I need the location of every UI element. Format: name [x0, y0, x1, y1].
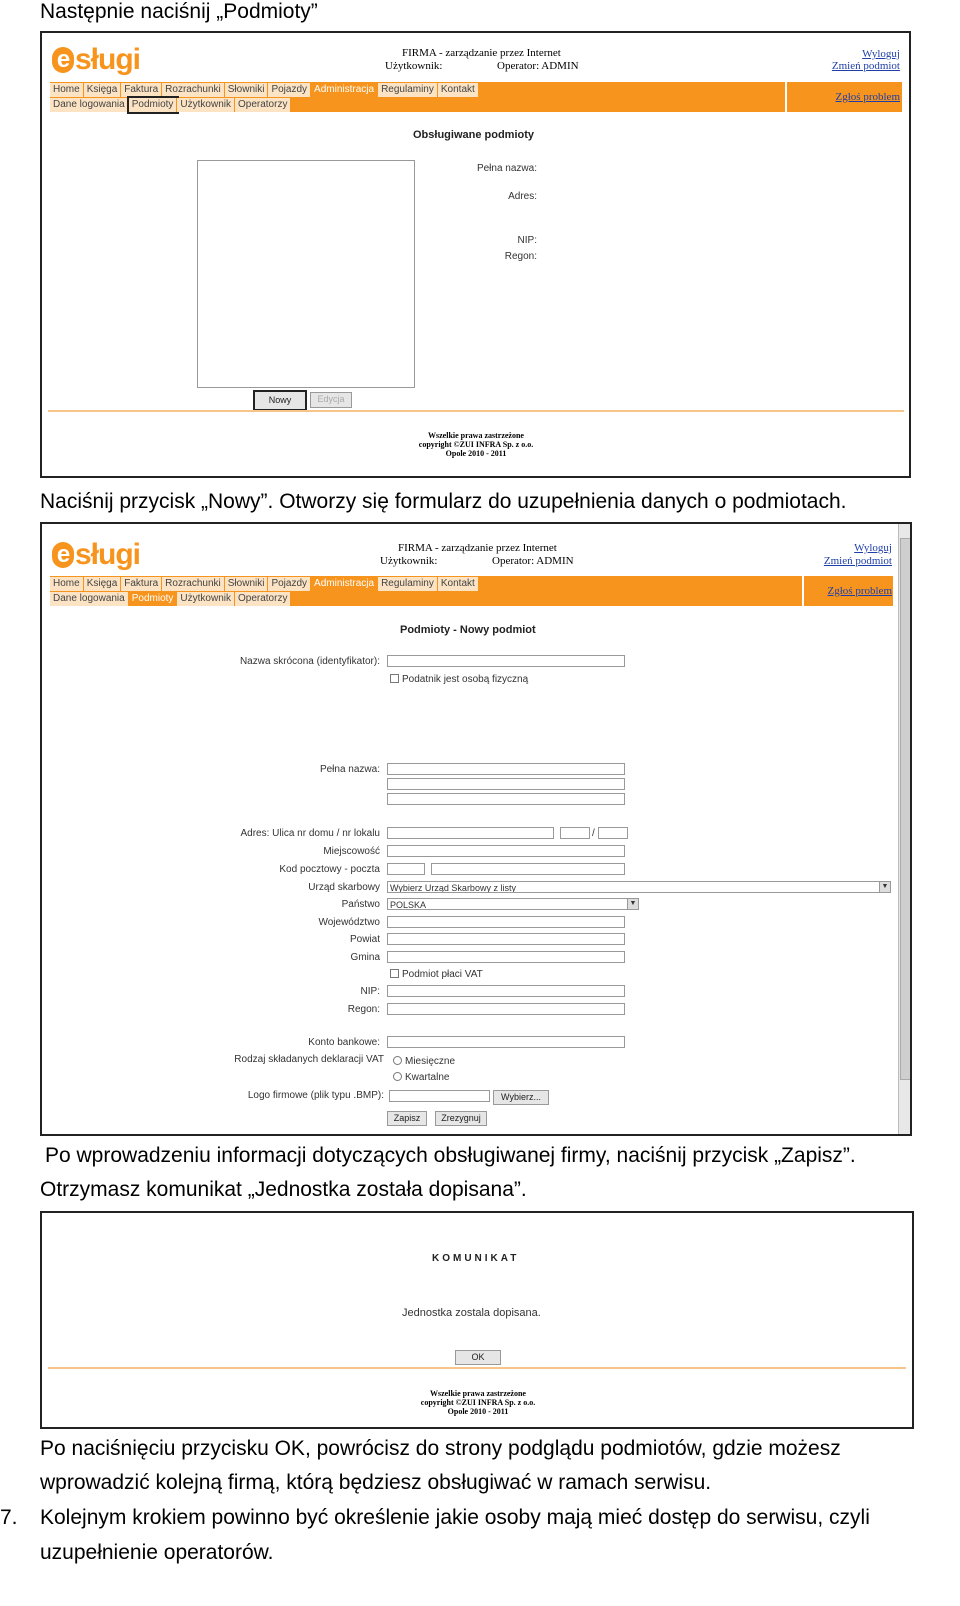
instruction-text: uzupełnienie operatorów. — [40, 1541, 274, 1564]
vertical-scrollbar[interactable] — [898, 524, 911, 1134]
country-select[interactable]: POLSKA ▼ — [387, 898, 639, 910]
menu-faktura[interactable]: Faktura — [121, 577, 162, 591]
instruction-text: Po naciśnięciu przycisku OK, powrócisz do strony podglądu podmiotów, gdzie możesz — [40, 1437, 841, 1460]
nip-label: NIP: — [517, 235, 537, 246]
operator-label: Operator: ADMIN — [497, 60, 579, 72]
logo-file-input[interactable] — [389, 1090, 490, 1102]
commune-input[interactable] — [387, 951, 625, 963]
sub-menu — [50, 98, 291, 112]
header-title: FIRMA - zarządzanie przez Internet — [402, 47, 561, 59]
instruction-text: Otrzymasz komunikat „Jednostka została dopisana”. — [40, 1178, 527, 1201]
post-office-input[interactable] — [431, 863, 625, 875]
tax-office-select[interactable]: Wybierz Urząd Skarbowy z listy ▼ — [387, 881, 891, 893]
instruction-text: wprowadzić kolejną firmą, którą będziesz obsługiwać w ramach serwisu. — [40, 1471, 712, 1494]
vat-payer-checkbox[interactable]: Podmiot płaci VAT — [390, 969, 483, 980]
menu-rozrachunki[interactable]: Rozrachunki — [162, 577, 225, 591]
monthly-radio[interactable]: Miesięczne — [393, 1056, 455, 1067]
menu-kontakt[interactable]: Kontakt — [438, 577, 479, 591]
full-name-label: Pełna nazwa: — [476, 163, 537, 174]
menu-regulaminy[interactable]: Regulaminy — [378, 577, 438, 591]
submenu-operatorzy[interactable]: Operatorzy — [235, 98, 291, 112]
edit-button[interactable]: Edycja — [310, 392, 352, 408]
regon-label: Regon: — [347, 1004, 380, 1015]
submenu-dane-logowania[interactable]: Dane logowania — [50, 592, 129, 606]
commune-label: Gmina — [350, 952, 380, 963]
vat-declaration-label: Rodzaj składanych deklaracji VAT — [234, 1054, 384, 1065]
submenu-dane-logowania[interactable]: Dane logowania — [50, 98, 129, 112]
user-label: Użytkownik: — [380, 555, 438, 567]
footer: Wszelkie prawa zastrzeżone copyright ©ZUI INFRA Sp. z o.o. Opole 2010 - 2011 — [418, 431, 534, 458]
nip-label: NIP: — [360, 986, 380, 997]
instruction-text: Naciśnij przycisk „Nowy”. Otworzy się formularz do uzupełnienia danych o podmiotach. — [40, 490, 847, 513]
sub-menu — [50, 592, 291, 606]
country-label: Państwo — [341, 899, 380, 910]
menu-home[interactable]: Home — [50, 577, 84, 591]
menu-pojazdy[interactable]: Pojazdy — [268, 83, 311, 97]
full-name-label: Pełna nazwa: — [319, 764, 380, 775]
logout-link[interactable]: Wyloguj — [854, 542, 892, 554]
menu-regulaminy[interactable]: Regulaminy — [378, 83, 438, 97]
natural-person-checkbox[interactable]: Podatnik jest osobą fizyczną — [390, 674, 528, 685]
menu-slowniki[interactable]: Słowniki — [225, 577, 269, 591]
postal-code-input[interactable] — [387, 863, 425, 875]
city-input[interactable] — [387, 845, 625, 857]
bank-account-label: Konto bankowe: — [308, 1037, 380, 1048]
divider — [48, 1367, 906, 1369]
full-name-input-3[interactable] — [387, 793, 625, 805]
entities-listbox[interactable] — [197, 160, 415, 388]
menu-ksiega[interactable]: Księga — [84, 577, 122, 591]
footer: Wszelkie prawa zastrzeżone copyright ©ZUI INFRA Sp. z o.o. Opole 2010 - 2011 — [420, 1389, 536, 1416]
menu-ksiega[interactable]: Księga — [84, 83, 122, 97]
instruction-text: Następnie naciśnij „Podmioty” — [40, 0, 318, 23]
address-label: Adres: — [508, 191, 537, 202]
message-title: KOMUNIKAT — [432, 1253, 520, 1264]
short-name-label: Nazwa skrócona (identyfikator): — [239, 656, 380, 667]
apartment-number-input[interactable] — [598, 827, 628, 839]
change-entity-link[interactable]: Zmień podmiot — [823, 555, 892, 567]
list-number: 7. — [0, 1506, 18, 1529]
logout-link[interactable]: Wyloguj — [862, 48, 900, 60]
tax-office-label: Urząd skarbowy — [308, 882, 380, 893]
street-label: Adres: Ulica nr domu / nr lokalu — [240, 828, 380, 839]
logo-file-label: Logo firmowe (plik typu .BMP): — [247, 1090, 384, 1101]
menu-faktura[interactable]: Faktura — [121, 83, 162, 97]
main-menu — [50, 577, 479, 591]
city-label: Miejscowość — [323, 846, 380, 857]
menu-rozrachunki[interactable]: Rozrachunki — [162, 83, 225, 97]
submenu-uzytkownik[interactable]: Użytkownik — [177, 592, 235, 606]
submenu-operatorzy[interactable]: Operatorzy — [235, 592, 291, 606]
menu-home[interactable]: Home — [50, 83, 84, 97]
regon-label: Regon: — [504, 251, 537, 262]
page-title: Podmioty - Nowy podmiot — [400, 624, 536, 636]
voivodeship-input[interactable] — [387, 916, 625, 928]
choose-file-button[interactable]: Wybierz... — [493, 1090, 549, 1105]
screenshot-entities-list — [40, 31, 911, 478]
submenu-podmioty[interactable]: Podmioty — [129, 592, 178, 606]
report-problem-link[interactable]: Zgłoś problem — [835, 91, 900, 103]
change-entity-link[interactable]: Zmień podmiot — [831, 60, 900, 72]
full-name-input-1[interactable] — [387, 763, 625, 775]
report-problem-link[interactable]: Zgłoś problem — [827, 585, 892, 597]
full-name-input-2[interactable] — [387, 778, 625, 790]
street-input[interactable] — [387, 827, 554, 839]
county-label: Powiat — [349, 934, 380, 945]
chevron-down-icon: ▼ — [879, 882, 890, 892]
eslugi-logo: e sługi — [52, 538, 140, 572]
menu-administracja[interactable]: Administracja — [311, 83, 378, 97]
postal-label: Kod pocztowy - poczta — [279, 864, 380, 875]
header-title: FIRMA - zarządzanie przez Internet — [398, 542, 557, 554]
short-name-input[interactable] — [387, 655, 625, 667]
ok-button[interactable]: OK — [455, 1350, 501, 1365]
operator-label: Operator: ADMIN — [492, 555, 574, 567]
regon-input[interactable] — [387, 1003, 625, 1015]
voivodeship-label: Województwo — [318, 917, 380, 928]
menu-kontakt[interactable]: Kontakt — [438, 83, 479, 97]
main-menu — [50, 83, 479, 97]
slash-separator: / — [592, 828, 595, 839]
menu-pojazdy[interactable]: Pojazdy — [268, 577, 311, 591]
bank-account-input[interactable] — [387, 1036, 625, 1048]
submenu-podmioty[interactable]: Podmioty — [129, 98, 178, 112]
screenshot-message — [40, 1211, 914, 1429]
instruction-text: Kolejnym krokiem powinno być określenie jakie osoby mają mieć dostęp do serwisu, czyli — [40, 1506, 870, 1529]
menu-administracja[interactable]: Administracja — [311, 577, 378, 591]
instruction-text: Po wprowadzeniu informacji dotyczących obsługiwanej firmy, naciśnij przycisk „Zapisz”. — [45, 1144, 856, 1167]
cancel-button[interactable]: Zrezygnuj — [435, 1111, 487, 1126]
eslugi-logo: e sługi — [52, 43, 140, 77]
message-text: Jednostka zostala dopisana. — [402, 1307, 541, 1319]
house-number-input[interactable] — [560, 827, 590, 839]
quarterly-radio[interactable]: Kwartalne — [393, 1072, 449, 1083]
submenu-uzytkownik[interactable]: Użytkownik — [177, 98, 235, 112]
save-button[interactable]: Zapisz — [387, 1111, 427, 1126]
chevron-down-icon: ▼ — [627, 899, 638, 909]
user-label: Użytkownik: — [385, 60, 443, 72]
nip-input[interactable] — [387, 985, 625, 997]
county-input[interactable] — [387, 933, 625, 945]
screenshot-new-entity-form — [40, 522, 912, 1136]
divider — [48, 410, 904, 412]
new-button[interactable]: Nowy — [253, 390, 307, 411]
page-title: Obsługiwane podmioty — [413, 129, 535, 141]
menu-slowniki[interactable]: Słowniki — [225, 83, 269, 97]
